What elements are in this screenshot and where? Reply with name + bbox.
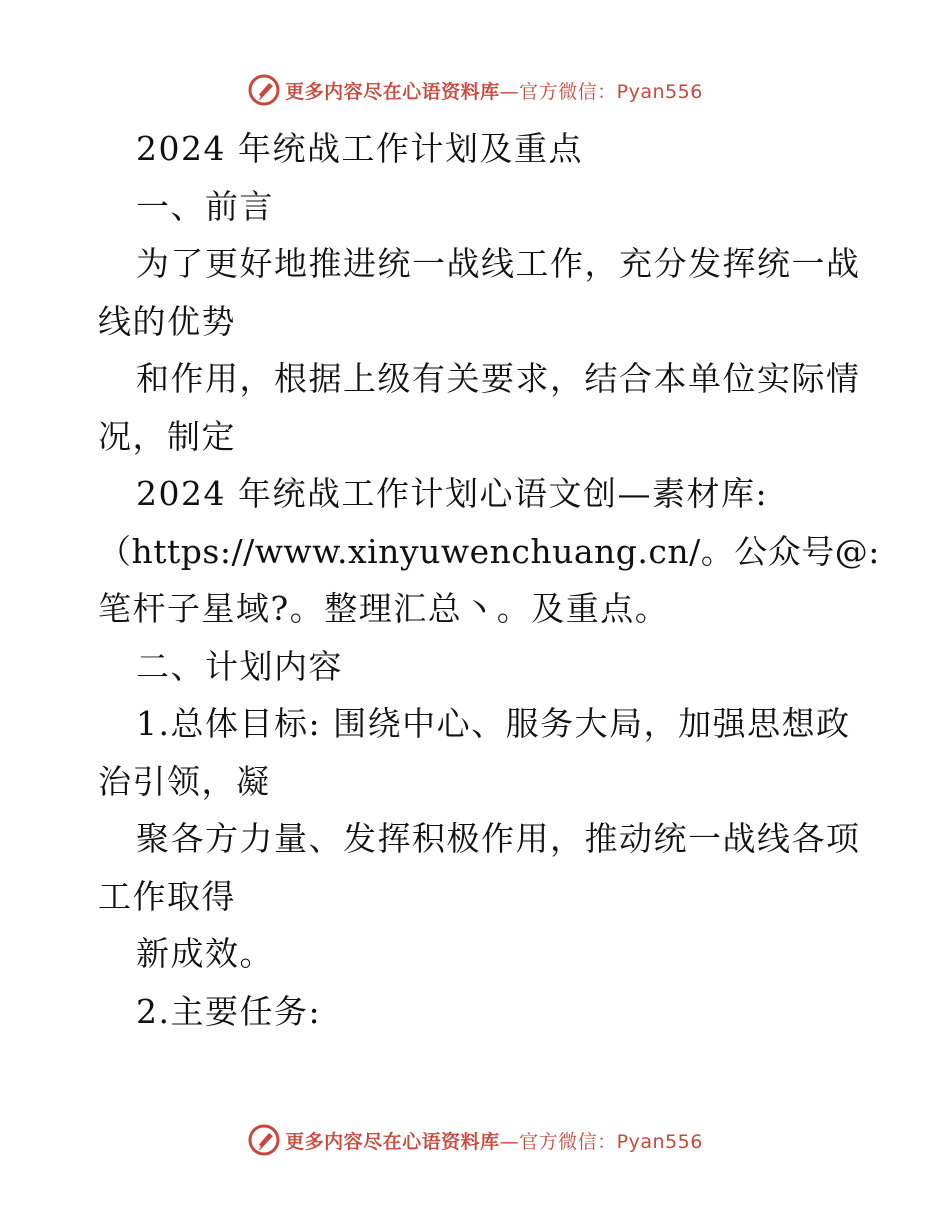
paragraph-line-url: （https://www.xinyuwenchuang.cn/。公众号@: (98, 531, 880, 571)
pen-logo-icon (247, 73, 281, 107)
paragraph-line: 1.总体目标: 围绕中心、服务大局，加强思想政 (136, 704, 851, 743)
watermark-dash: — (499, 1130, 520, 1153)
paragraph-line: 聚各方力量、发挥积极作用，推动统一战线各项 (136, 819, 861, 858)
paragraph-line: 为了更好地推进统一战线工作，充分发挥统一战 (136, 244, 861, 283)
watermark-main: 更多内容尽在心语资料库 (285, 1130, 500, 1153)
paragraph-line: 线的优势 (98, 301, 236, 341)
watermark-dash: — (499, 80, 520, 103)
section-heading-preface: 一、前言 (136, 186, 274, 226)
subheading-main-tasks: 2.主要任务: (136, 991, 322, 1031)
paragraph-line: 工作取得 (98, 876, 236, 916)
paragraph-line: 新成效。 (136, 934, 274, 973)
pen-logo-icon (247, 1123, 281, 1157)
document-title: 2024 年统战工作计划及重点 (136, 129, 583, 168)
paragraph-line: 治引领，凝 (98, 761, 271, 801)
watermark-text (285, 77, 703, 104)
watermark-text (285, 1127, 703, 1154)
watermark-contact: 官方微信：Pyan556 (519, 1130, 703, 1153)
document-body (98, 120, 880, 1040)
paragraph-line: 笔杆子星域?。整理汇总丶。及重点。 (98, 589, 670, 628)
header-watermark-banner (0, 70, 950, 110)
paragraph-line: 况，制定 (98, 416, 236, 456)
paragraph-line: 和作用，根据上级有关要求，结合本单位实际情 (136, 359, 861, 398)
footer-watermark-banner (0, 1120, 950, 1160)
section-heading-plan: 二、计划内容 (136, 646, 343, 686)
paragraph-line: 2024 年统战工作计划心语文创—素材库: (136, 474, 769, 513)
watermark-contact: 官方微信：Pyan556 (519, 80, 703, 103)
watermark-main: 更多内容尽在心语资料库 (285, 80, 500, 103)
